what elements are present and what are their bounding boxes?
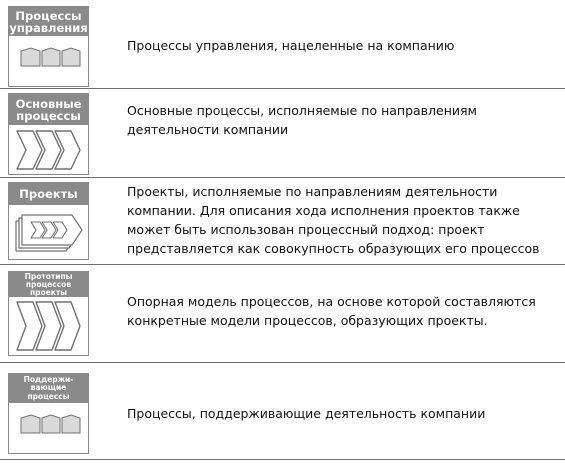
pentagon-shapes xyxy=(9,37,88,87)
icon-header xyxy=(9,374,88,403)
legend-description: Проекты, исполняемые по направлениям деятельности компании. Для описания хода исполнения проектов также может быть использован процессный подход: проект представляется как совокупность образующих его процессов xyxy=(127,184,540,256)
icon-label: Прототипы процессов проекты xyxy=(24,271,73,297)
chevron-shapes xyxy=(9,297,88,355)
icon-label: Проекты xyxy=(19,187,78,201)
legend-row-projects xyxy=(0,178,565,263)
icon-header xyxy=(9,7,88,36)
legend-row-support xyxy=(0,363,565,457)
legend-row-prototypes xyxy=(0,265,565,362)
pentagon-shapes xyxy=(9,404,88,454)
support-processes-icon xyxy=(8,373,89,454)
icon-header xyxy=(9,183,88,205)
legend-description: Процессы, поддерживающие деятельность компании xyxy=(127,406,486,421)
divider xyxy=(0,459,565,460)
projects-icon xyxy=(8,182,89,260)
chevron-shapes xyxy=(9,125,88,175)
core-processes-icon xyxy=(8,93,89,175)
icon-header xyxy=(9,94,88,125)
icon-label: Поддержи- вающие процессы xyxy=(23,374,74,401)
icon-label: Основные процессы xyxy=(15,96,82,123)
process-prototypes-icon xyxy=(8,271,89,356)
legend-row-management xyxy=(0,0,565,88)
legend-description: Опорная модель процессов, на основе которой составляются конкретные модели процессов, образующих проекты. xyxy=(127,294,536,328)
management-processes-icon xyxy=(8,6,89,87)
icon-label: Процессы управления xyxy=(9,8,88,35)
legend-row-core xyxy=(0,89,565,177)
stacked-project-shapes xyxy=(9,205,88,259)
legend-description: Основные процессы, исполняемые по направлениям деятельности компании xyxy=(127,103,477,137)
legend-description: Процессы управления, нацеленные на компанию xyxy=(127,38,455,53)
icon-header xyxy=(9,272,88,297)
